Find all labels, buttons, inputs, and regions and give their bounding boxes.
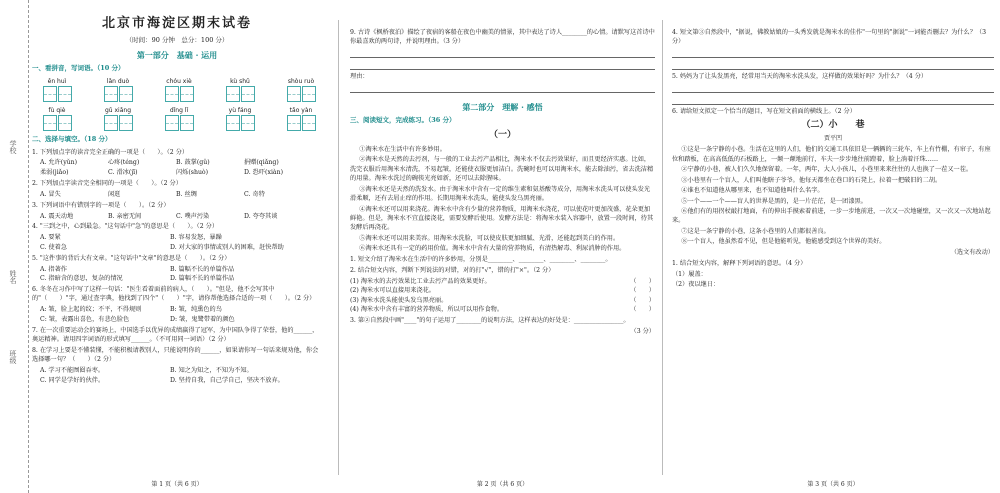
reading-2-question-1: 1. 结合短文内容，解释下列词语的意思。（4 分） — [672, 259, 807, 267]
section-1-heading: 一、看拼音，写词语。（10 分） — [32, 63, 125, 72]
question-2: 2. 下列加点字读音完全相同的一项是（ ）。（2 分） — [32, 179, 182, 187]
question-4-options: A. 要紧 B. 容易发怒，暴躁 C. 使着急 D. 对大家的事情或别人的困难，赶快帮助 — [40, 234, 284, 251]
word-1-label: （1）履盖： — [672, 270, 707, 278]
question-9: 9. 古诗《枫桥夜泊》描绘了夜宿的客船在夜色中幽美的情景，其中表达了诗人________的心情。请默写这首诗中你最喜欢的两句诗，并说明理由。（3 分） — [350, 29, 655, 46]
tf-item: (1) 淘米水的去污效果比工业去污产品的效果更好。 （ ） — [350, 277, 655, 285]
passage-paragraph: ①这是一条宁静的小巷。生活在这里的人们，他们的交通工具依旧是一辆辆的三轮车，车上有竹棚，有帘子，有座位和踏板，在高高低低的石板路上，一颠一颠地前行，车夫一步步地往前蹬着，脸上淌着汗珠…… — [672, 146, 991, 163]
word-2-label: （2）夜以继日： — [672, 281, 720, 289]
page-2 — [350, 0, 655, 493]
question-1: 1. 下列加点字的读音完全正确的一项是（ ）。（2 分） — [32, 148, 189, 156]
passage-paragraph: ④谁也不知道他从哪里来，也不知道他叫什么名字。 — [681, 187, 824, 195]
pinyin-row-1 — [36, 77, 322, 102]
page-3 — [672, 0, 994, 493]
pinyin-item[interactable]: yù fáng — [219, 106, 261, 131]
question-3-score: （3 分） — [630, 328, 655, 336]
passage-paragraph: ⑦这是一条宁静的小巷，这条小巷里的人们都很善良。 — [681, 227, 830, 235]
pinyin-item[interactable]: shòu ruò — [280, 77, 322, 102]
passage-paragraph: ③淘米水还是天然的洗发水。由于淘米水中含有一定的维生素和氨基酸等成分，用淘米水洗头可以使头发光滑柔顺，还有去屑止痒的作用。长期用淘米水洗头，能使头发乌黑亮丽。 — [350, 185, 651, 203]
answer-line[interactable] — [350, 83, 655, 93]
school-label: 学校 — [9, 140, 17, 154]
name-label: 姓名 — [9, 270, 17, 284]
question-6: 6. 冬冬在习作中写了这样一句话："医生看着面前的病人，（ ）。"但是，他不会写其中的"（ ）"字，通过查字典，他找到了四个"（ ）"字，请你帮他选择合适的一项（ ）。（2 分） — [32, 286, 316, 303]
pinyin-item[interactable]: dǐng lǐ — [158, 106, 200, 131]
answer-line[interactable] — [672, 95, 994, 105]
part-2-heading: 第二部分 理解 · 感悟 — [462, 102, 543, 113]
pinyin-item[interactable]: lǎn duò — [97, 77, 139, 102]
section-2-heading: 二、选择与填空。（18 分） — [32, 134, 112, 143]
class-label: 班级 — [9, 350, 17, 364]
page-3-footer: 第 3 页（共 6 页） — [807, 480, 859, 488]
pinyin-item[interactable]: tǎo yàn — [280, 106, 322, 131]
reading-question-3: 3. 第②自然段中画"____"的句子运用了________的说明方法，这样表达的好处是：________________。 — [350, 317, 630, 325]
pinyin-item[interactable]: gǔ xiǎng — [97, 106, 139, 131]
question-8: 8. 在学习上要是不懂装懂，不能积极请教别人，只能说明你的______，如果请你写一句话来规劝他，你会选择哪一句？（ ）（2 分） — [32, 347, 319, 364]
reading-question-1: 1. 短文介绍了淘米水在生活中的许多妙用，分别是________、________、________、________。 — [350, 256, 612, 264]
page-divider — [662, 20, 663, 475]
passage-paragraph: ⑥淘米水还具有一定的药用价值。淘米水中含有大量的营养物质，有清热解毒、利尿消肿的作用。 — [359, 245, 626, 253]
pinyin-item[interactable]: chóu xiè — [158, 77, 200, 102]
question-2-options: A. 冒失 闲逛 B. 丝绸 C. 奇特 — [40, 190, 265, 198]
answer-line[interactable] — [672, 48, 994, 58]
passage-2-author: 贾平凹 — [823, 135, 842, 143]
reading-question-6: 6. 请给短文拟定一个恰当的题目，写在短文前面的横线上。（2 分） — [672, 108, 856, 116]
part-1-heading: 第一部分 基础 · 运用 — [136, 49, 218, 60]
passage-paragraph: ⑤淘米水还可以用来美容。用淘米水洗脸，可以使皮肤更加细腻、光滑，还能起到美白的作用。 — [359, 234, 620, 242]
tf-item: (2) 淘米水可以直接用来浇花。 （ ） — [350, 287, 655, 295]
reason-label: 理由： — [350, 73, 369, 81]
tf-item: (3) 淘米水洗头能使头发乌黑亮丽。 （ ） — [350, 296, 655, 304]
pinyin-item[interactable]: kù shǔ — [219, 77, 261, 102]
question-7: 7. 在一次重要运动会的赛场上，中国选手以优异的成绩赢得了冠军，为中国队争得了荣誉，他的______，奥运精神。请用四字词语的形式填写______。（不可用同一词语）（2 分） — [32, 326, 319, 344]
exam-meta: （时间：90 分钟 总分：100 分） — [125, 35, 229, 44]
passage-paragraph: ②淘米水是天然的去污剂，与一般的工业去污产品相比，淘米水不仅去污效果好，而且更经济实惠。比如，洗完衣服后用淘米水清洗，不易起皱，还能使衣服更加洁白。洗碗时也可以用淘米水，能去除油污，省去洗洁精的用量。淘米水洗过的碗筷光亮如新，还可以去除腥味。 — [350, 156, 654, 183]
page-2-footer: 第 2 页（共 6 页） — [476, 480, 529, 488]
passage-paragraph: ①淘米水在生活中有许多妙用。 — [359, 145, 446, 153]
passage-1-title: （一） — [488, 130, 516, 141]
passage-paragraph: ④淘米水还可以用来浇花。淘米水中含有少量的营养物质，用淘米水浇花，可以使花叶更加茂盛，花朵更加鲜艳。但是，淘米水不宜直接浇花，需要发酵后使用。发酵方法是：将淘米水装入容器中，放置一段时间，待其发酵后再浇花。 — [350, 205, 654, 232]
passage-paragraph: ②宁静的小巷，被人们久久地保留着。一年，两年，大人小孩儿，小巷里来来往往的人也换了一茬又一茬。 — [681, 166, 973, 174]
pinyin-item[interactable]: fù qiè — [36, 106, 78, 131]
passage-paragraph: ⑤一个——一个——盲人的世界是黑的，是一片茫茫，是一团漆黑。 — [681, 197, 867, 205]
answer-line[interactable] — [672, 60, 994, 70]
question-3: 3. 下列词语中有错别字的一项是（ ）。（2 分） — [32, 201, 170, 209]
page-divider — [338, 20, 339, 475]
question-6-definitions: A: 皱，脸上起的纹；不平，不得规则 B: 皱，纯熏色的鸟 C: 皱，表露出喜色，有悲色脸色 D: 皱，鬼鹭带着的颜色 — [40, 306, 235, 323]
section-3-heading: 三、阅读短文，完成练习。（36 分） — [350, 116, 456, 125]
question-8-options: A. 学习不能囫囵吞枣。 B. 知之为知之，不知为不知。 C. 同学是学好的伙伴。 D. 坚持自我，自己学自己，坚决不放弃。 — [40, 367, 284, 384]
passage-paragraph: ③小巷里有一个盲人，人们叫他瞎子爷爷。他每天都坐在巷口的石凳上，拉着一把破旧的二胡。 — [681, 176, 942, 184]
reading-question-5: 5. 妈妈为了让头发黑亮，经常用当天的淘米水洗头发，这样做的效果好吗？为什么？（4 分） — [672, 73, 928, 81]
binding-margin — [0, 0, 29, 493]
question-3-options: A. 震天动地 B. 亲密无间 C. 噗声污染 D. 夸夸其谈 — [40, 212, 278, 220]
passage-paragraph: ⑧一个盲人，他虽然看不见，但是他能听见，他能感受到这个世界的美好。 — [681, 238, 886, 246]
passage-2-title: （二）小 巷 — [801, 119, 865, 130]
answer-line[interactable] — [350, 48, 655, 58]
question-1-options: A. 允许(yǔn) 心疼(téng) B. 鼓掌(gǔ) 捐赠(qiǎng) 柔弱(jiǎo) C. 滑冰(jī) 闪烁(shuò) D. 恐吓(xiàn) — [40, 159, 284, 176]
exam-title: 北京市海淀区期末试卷 — [101, 16, 252, 31]
question-5: 5. "这件事的背后大有文章。"这句话中"文章"的意思是（ ）。（2 分） — [32, 254, 231, 262]
answer-line[interactable] — [672, 83, 994, 93]
question-5-options: A. 指著作 B. 篇幅不长的单篇作品 C. 指暗含的意思，复杂的情况 D. 篇幅不长的单篇作品 — [40, 265, 235, 283]
tf-item: (4) 淘米水中含有丰富的营养物质，所以可以用作食物。 （ ） — [350, 306, 655, 314]
page-1 — [32, 0, 322, 493]
reading-question-4: 4. 短文第③自然段中，"据说，佛教姑娘的一头秀发就是淘米水的佳作"一句里的"据说"一词能否删去？为什么？（3 分） — [672, 29, 987, 46]
pinyin-row-2 — [36, 106, 322, 131]
source-note: （选文有改动） — [950, 248, 994, 256]
pinyin-item[interactable]: ěn huì — [36, 77, 78, 102]
answer-line[interactable] — [350, 60, 655, 70]
question-4: 4. "三到之中，心到最急。"这句话中"急"的意思是（ ）。（2 分） — [32, 223, 219, 231]
page-1-footer: 第 1 页（共 6 页） — [151, 480, 203, 488]
passage-paragraph: ⑥他们有的用拐杖敲打地面，有的伸出手摸索着前进，一步一步地前进，一次又一次地碰壁，又一次又一次地站起来。 — [672, 208, 991, 225]
reading-question-2: 2. 结合短文内容，判断下列说法的对错，对的打"√"，错的打"×"。（2 分） — [350, 267, 555, 275]
